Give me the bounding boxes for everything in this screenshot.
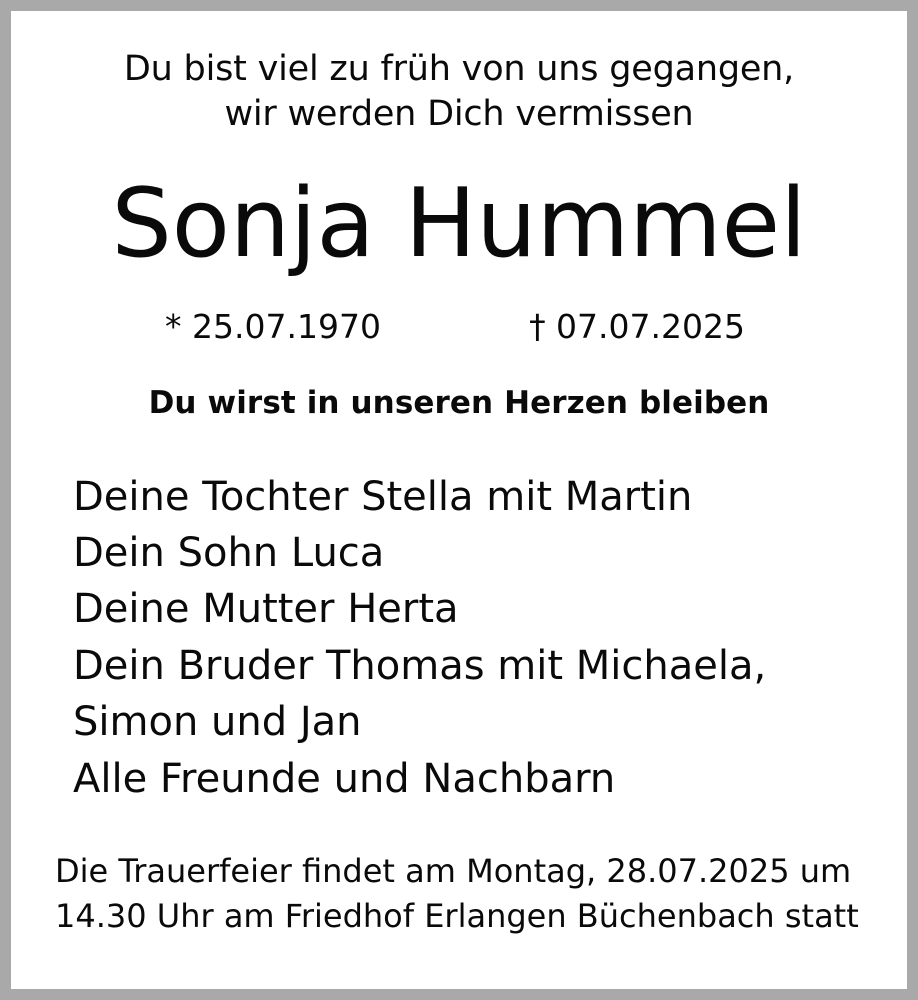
epitaph (124, 47, 794, 137)
ceremony-details (45, 849, 859, 940)
life-dates (159, 306, 759, 346)
survivors-list (45, 469, 766, 807)
ceremony-line-1: Die Trauerfeier findet am Montag, 28.07.2025 um (55, 851, 852, 890)
survivor-line: Deine Mutter Herta (73, 586, 459, 633)
death-date: † 07.07.2025 (529, 306, 745, 346)
obituary-content (11, 11, 907, 989)
epitaph-line-2: wir werden Dich vermissen (224, 93, 694, 134)
birth-date: * 25.07.1970 (165, 306, 381, 346)
memorial-motto: Du wirst in unseren Herzen bleiben (148, 384, 770, 421)
survivor-line: Dein Bruder Thomas mit Michaela, (73, 642, 767, 689)
epitaph-line-1: Du bist viel zu früh von uns gegangen, (123, 49, 795, 89)
survivor-line: Simon und Jan (73, 699, 362, 746)
survivor-line: Deine Tochter Stella mit Martin (73, 473, 693, 520)
deceased-name: Sonja Hummel (111, 168, 807, 279)
ceremony-line-2: 14.30 Uhr am Friedhof Erlangen Büchenbach statt (55, 897, 859, 936)
survivor-line: Dein Sohn Luca (73, 529, 385, 576)
survivor-line: Alle Freunde und Nachbarn (73, 755, 616, 802)
